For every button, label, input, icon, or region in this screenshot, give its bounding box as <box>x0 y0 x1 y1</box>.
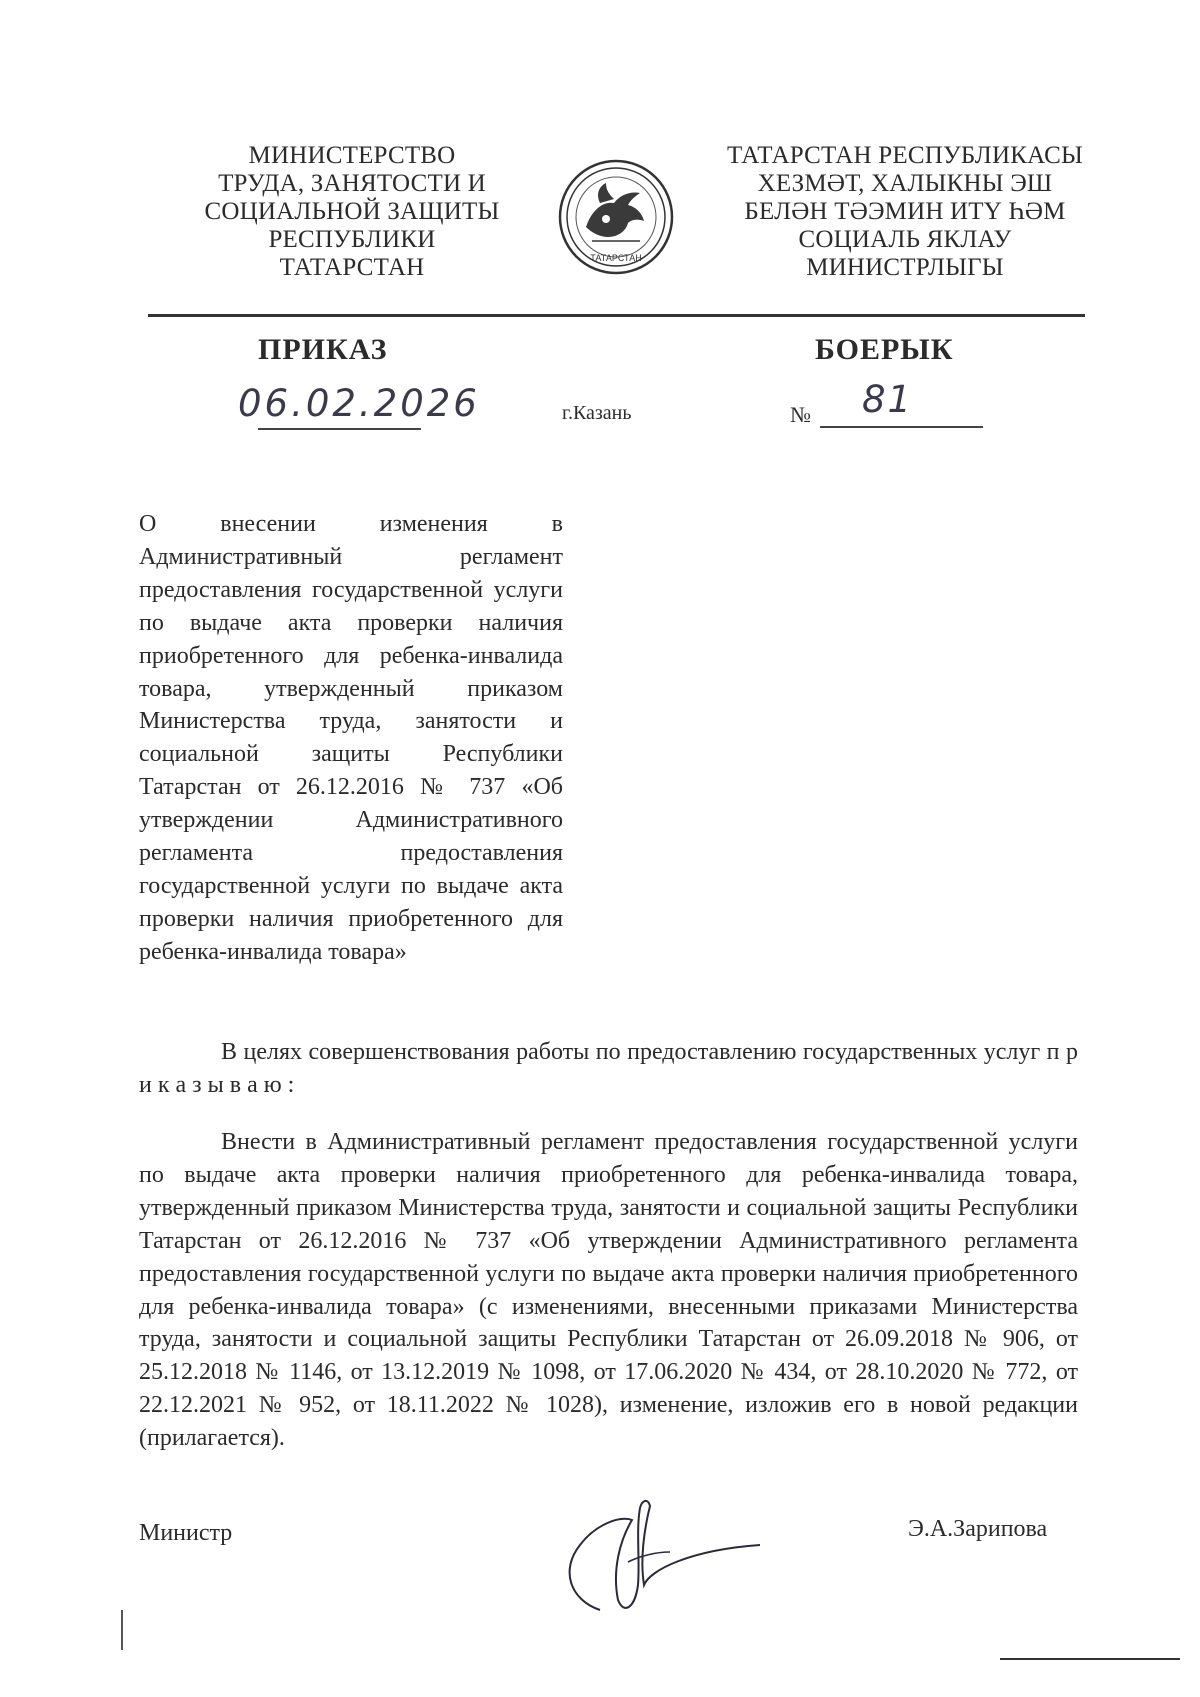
ministry-name-tt-line: БЕЛӘН ТӘЭМИН ИТҮ ҺӘМ <box>744 198 1066 225</box>
ministry-name-tt-line: ХЕЗМӘТ, ХАЛЫКНЫ ЭШ <box>757 170 1053 197</box>
header-divider <box>148 314 1085 317</box>
document-subject: О внесении изменения в Административный регламент предоставления государственной услуги по выдаче акта проверки наличия приобретенного для ребенка-инвалида товара, утвержденный приказом Министерства труда, занятости и социальной защиты Республики Татарстан от 26.12.2016 № 737 «Об утверждении Административного регламента предоставления государственной услуги по выдаче акта проверки наличия приобретенного для ребенка-инвалида товара» <box>139 511 563 965</box>
number-underline <box>820 426 983 428</box>
ministry-name-ru-line: СОЦИАЛЬНОЙ ЗАЩИТЫ <box>204 198 500 225</box>
document-number: 81 <box>862 378 914 421</box>
number-sign: № <box>790 402 811 427</box>
handwritten-signature-icon <box>540 1490 770 1625</box>
ministry-name-tt-line: ТАТАРСТАН РЕСПУБЛИКАСЫ <box>727 142 1083 169</box>
emblem-svg <box>556 157 676 277</box>
footer-rule <box>1000 1658 1180 1660</box>
signature-svg <box>540 1490 770 1625</box>
ministry-name-tt-line: МИНИСТРЛЫГЫ <box>806 254 1004 281</box>
ministry-name-tt <box>690 142 1120 282</box>
signatory-title: Министр <box>139 1520 233 1546</box>
body-paragraph-2: Внести в Административный регламент предоставления государственной услуги по выдаче акта проверки наличия приобретенного для ребенка-инвалида товара, утвержденный приказом Министерства труда, занятости и социальной защиты Республики Татарстан от 26.12.2016 № 737 «Об утверждении Административного регламента предоставления государственной услуги по выдаче акта проверки наличия приобретенного для ребенка-инвалида товара» (с изменениями, внесенными приказами Министерства труда, занятости и социальной защиты Республики Татарстан от 26.09.2018 № 906, от 25.12.2018 № 1146, от 13.12.2019 № 1098, от 17.06.2020 № 434, от 28.10.2020 № 772, от 22.12.2021 № 952, от 18.11.2022 № 1028), изменение, изложив его в новой редакции (прилагается). <box>139 1129 1078 1452</box>
document-city: г.Казань <box>562 402 632 424</box>
ministry-name-ru <box>142 142 562 282</box>
date-underline <box>258 428 421 430</box>
ministry-name-ru-line: РЕСПУБЛИКИ <box>268 226 436 253</box>
document-date: 06.02.2026 <box>238 382 480 425</box>
signatory-name: Э.А.Зарипова <box>908 1516 1048 1542</box>
ministry-name-tt-line: СОЦИАЛЬ ЯКЛАУ <box>798 226 1012 253</box>
body-paragraph-1: В целях совершенствования работы по предоставлению государственных услуг п р и к а з ы в а ю : <box>139 1039 1078 1098</box>
document-kind-ru: ПРИКАЗ <box>258 333 388 366</box>
ministry-name-ru-line: МИНИСТЕРСТВО <box>248 142 456 169</box>
document-kind-tt: БОЕРЫК <box>815 333 954 366</box>
tatarstan-coat-of-arms-icon <box>556 157 676 277</box>
ministry-name-ru-line: ТРУДА, ЗАНЯТОСТИ И <box>218 170 486 197</box>
ministry-name-ru-line: ТАТАРСТАН <box>279 254 425 281</box>
margin-mark <box>121 1610 123 1650</box>
emblem-label: ТАТАРСТАН <box>590 253 642 263</box>
